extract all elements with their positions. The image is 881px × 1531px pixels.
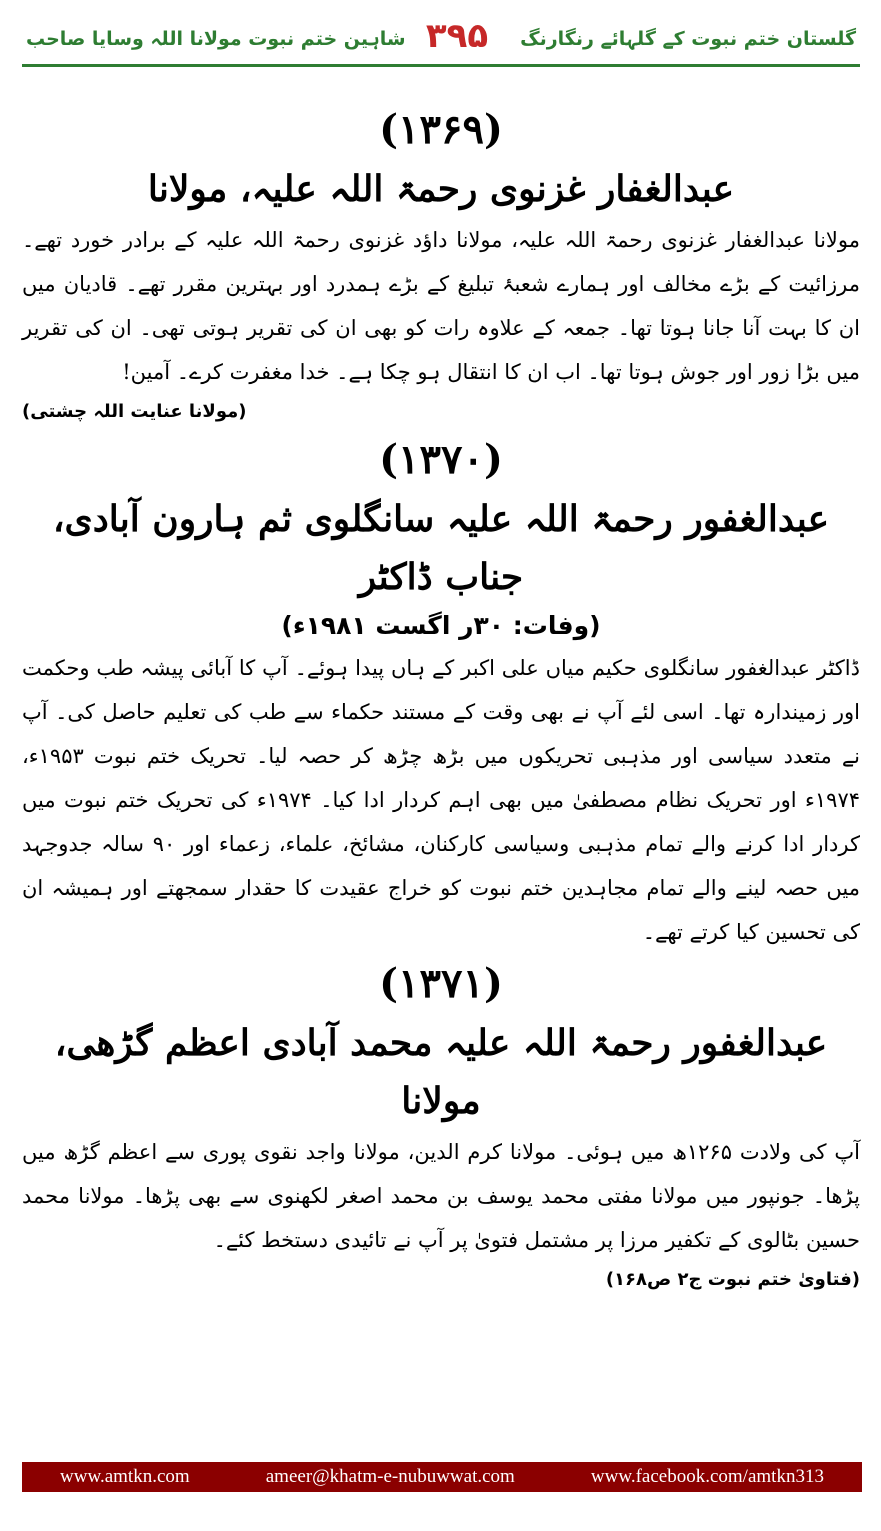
entry-title: عبدالغفور رحمۃ اللہ علیہ سانگلوی ثم ہارون آبادی، جناب ڈاکٹر xyxy=(52,498,830,598)
entry-number: (۱۳۷۰) xyxy=(379,436,503,483)
entry-death-date: (وفات: ۳۰ر اگست ۱۹۸۱ء) xyxy=(281,611,601,640)
header-author: شاہین ختم نبوت مولانا اللہ وسایا صاحب xyxy=(26,28,406,50)
entry-1369 xyxy=(22,100,860,430)
entry-reference: (فتاویٰ ختم نبوت ج۲ ص۱۶۸) xyxy=(605,1269,860,1290)
page-body xyxy=(22,100,860,1298)
entry-paragraph: ڈاکٹر عبدالغفور سانگلوی حکیم میاں علی اکبر کے ہاں پیدا ہوئے۔ آپ کا آبائی پیشہ طب وحکمت اور زمیندارہ تھا۔ اسی لئے آپ نے بھی وقت کے مستند حکماء سے طب کی تعلیم حاصل کی۔ آپ نے متعدد سیاسی اور مذہبی تحریکوں میں بڑھ چڑھ کر حصہ لیا۔ تحریک ختم نبوت ۱۹۵۳ء، ۱۹۷۴ء اور تحریک نظام مصطفیٰ میں بھی اہم کردار ادا کیا۔ ۱۹۷۴ء کی تحریک ختم نبوت میں کردار ادا کرنے والے تمام مذہبی وسیاسی کارکنان، مشائخ، علماء، زعماء اور ۹۰ سالہ جدوجہد میں حصہ لینے والے تمام مجاہدین ختم نبوت کو خراج عقیدت کا حقدار سمجھتے اور ہمیشہ ان کی تحسین کیا کرتے تھے۔ xyxy=(22,656,861,944)
page-number: ۳۹۵ xyxy=(425,16,489,56)
entry-title: عبدالغفور رحمۃ اللہ علیہ محمد آبادی اعظم گڑھی، مولانا xyxy=(54,1022,828,1122)
entry-paragraph: مولانا عبدالغفار غزنوی رحمۃ اللہ علیہ، مولانا داؤد غزنوی رحمۃ اللہ علیہ کے برادر خورد تھے۔ مرزائیت کے بڑے مخالف اور ہمارے شعبۂ تبلیغ کے بڑے ہمدرد اور بہترین مقرر تھے۔ قادیان میں ان کا بہت آنا جانا ہوتا تھا۔ جمعہ کے علاوہ رات کو بھی ان کی تقریر ہوتی تھی۔ ان کی تقریر میں بڑا زور اور جوش ہوتا تھا۔ اب ان کا انتقال ہو چکا ہے۔ خدا مغفرت کرے۔ آمین! xyxy=(22,228,860,384)
entry-reference: (مولانا عنایت اللہ چشتی) xyxy=(22,401,247,422)
entry-number: (۱۳۶۹) xyxy=(379,106,503,153)
page-footer xyxy=(22,1462,862,1492)
entry-1370 xyxy=(22,430,860,954)
entry-paragraph: آپ کی ولادت ۱۲۶۵ھ میں ہوئی۔ مولانا کرم الدین، مولانا واجد نقوی پوری سے اعظم گڑھ میں پڑھا۔ جونپور میں مولانا مفتی محمد یوسف بن محمد اصغر لکھنوی سے بھی پڑھا۔ مولانا محمد حسین بٹالوی کے تکفیر مرزا پر مشتمل فتویٰ پر آپ نے تائیدی دستخط کئے۔ xyxy=(22,1140,860,1252)
entry-1371 xyxy=(22,954,860,1298)
header-book-title: گلستان ختم نبوت کے گلہائے رنگارنگ xyxy=(520,28,856,50)
facebook-link[interactable]: www.facebook.com/amtkn313 xyxy=(590,1466,824,1487)
page-header xyxy=(22,18,860,67)
email-link[interactable]: ameer@khatm-e-nubuwwat.com xyxy=(265,1466,515,1487)
website-link[interactable]: www.amtkn.com xyxy=(60,1466,190,1487)
entry-title: عبدالغفار غزنوی رحمۃ اللہ علیہ، مولانا xyxy=(147,168,735,210)
entry-number: (۱۳۷۱) xyxy=(379,960,503,1007)
